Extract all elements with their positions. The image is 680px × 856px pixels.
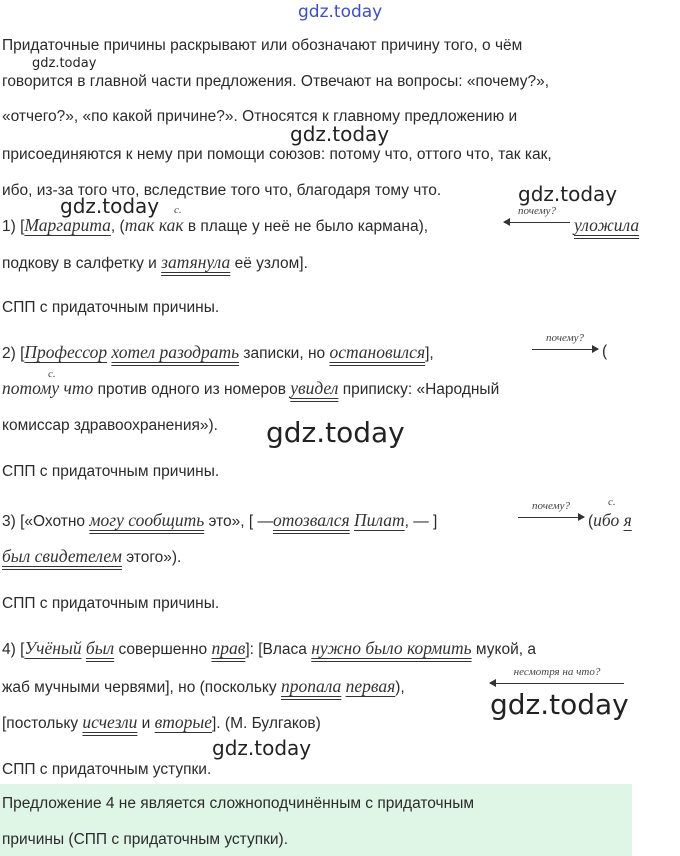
text: , — ] bbox=[404, 513, 438, 530]
subject: я bbox=[623, 510, 632, 530]
sentence-number: 2) [ bbox=[2, 345, 25, 362]
text: совершенно bbox=[114, 641, 212, 658]
predicate: могу сообщить bbox=[89, 510, 205, 530]
text: подкову в салфетку и bbox=[2, 255, 162, 272]
intro-line: присоединяются к нему при помощи союзов: потому что, оттого что, так как, bbox=[2, 146, 552, 163]
predicate: увидел bbox=[290, 378, 339, 398]
sentence-3-line-2 bbox=[2, 546, 181, 568]
question-arrow-right bbox=[532, 332, 598, 356]
conjunction: так как bbox=[124, 215, 184, 235]
watermark: gdz.today bbox=[490, 688, 629, 721]
conjunction: потому что bbox=[2, 378, 94, 398]
watermark: gdz.today bbox=[32, 56, 97, 71]
question-label: почему? bbox=[518, 205, 556, 217]
watermark: gdz.today bbox=[290, 122, 390, 146]
subject: вторые bbox=[154, 712, 212, 732]
text: 3) [«Охотно bbox=[2, 513, 90, 530]
intro-line: «отчего?», «по какой причине?». Относятся к главному предложению и bbox=[2, 108, 518, 125]
text: [постольку bbox=[2, 715, 83, 732]
watermark: gdz.today bbox=[60, 194, 160, 218]
sentence-4-result: СПП с придаточным уступки. bbox=[2, 761, 212, 778]
text: ( bbox=[588, 513, 594, 530]
sentence-4-line-2 bbox=[2, 676, 405, 698]
text: жаб мучными червями], но (поскольку bbox=[2, 679, 281, 696]
text: и bbox=[137, 715, 155, 732]
conjunction-mark: с. bbox=[48, 368, 56, 380]
predicate: нужно было кормить bbox=[311, 638, 472, 658]
text: ), bbox=[395, 679, 405, 696]
sentence-2-line-2 bbox=[2, 378, 499, 400]
subject: Профессор bbox=[24, 342, 108, 362]
text: в плаще у неё не было кармана), bbox=[183, 218, 429, 235]
question-label: почему? bbox=[532, 500, 570, 512]
predicate: исчезли bbox=[82, 712, 138, 732]
sentence-3-line-1 bbox=[2, 510, 437, 532]
text: против одного из номеров bbox=[93, 381, 291, 398]
question-label: несмотря на что? bbox=[513, 666, 601, 678]
sentence-number: 4) [ bbox=[2, 641, 25, 658]
intro-line: говорится в главной части предложения. Отвечают на вопросы: «почему?», bbox=[2, 73, 550, 90]
subject: Учёный bbox=[24, 638, 82, 658]
subject: Маргарита bbox=[24, 215, 111, 235]
text: записки, но bbox=[239, 345, 330, 362]
paren-open: ( bbox=[602, 343, 608, 360]
watermark: gdz.today bbox=[298, 2, 383, 22]
text: , ( bbox=[110, 218, 125, 235]
conjunction-mark: с. bbox=[174, 204, 182, 216]
predicate: хотел разодрать bbox=[111, 342, 240, 362]
sentence-4-line-3 bbox=[2, 712, 321, 734]
conjunction: ибо bbox=[593, 510, 620, 530]
note-box bbox=[0, 784, 632, 856]
sentence-4-line-1 bbox=[2, 638, 536, 660]
question-arrow-left bbox=[504, 205, 570, 229]
sentence-number: 1) [ bbox=[2, 218, 25, 235]
text: ]. (М. Булгаков) bbox=[212, 715, 321, 732]
clause-start bbox=[588, 510, 632, 532]
subject: Пилат bbox=[354, 510, 405, 530]
question-arrow-right bbox=[518, 500, 584, 524]
sentence-1-line-2 bbox=[2, 252, 308, 274]
sentence-2-result: СПП с придаточным причины. bbox=[2, 463, 220, 480]
question-arrow-left bbox=[490, 666, 624, 690]
predicate: пропала bbox=[280, 676, 342, 696]
conjunction-mark: с. bbox=[608, 496, 616, 508]
text: этого»). bbox=[121, 549, 182, 566]
subject: первая bbox=[345, 676, 396, 696]
predicate: уложила bbox=[574, 215, 640, 235]
sentence-1-result: СПП с придаточным причины. bbox=[2, 299, 220, 316]
text: её узлом]. bbox=[230, 255, 308, 272]
predicate-wrap bbox=[574, 215, 639, 237]
sentence-2-line-3: комиссар здравоохранения»). bbox=[2, 417, 218, 434]
predicate: затянула bbox=[161, 252, 231, 272]
sentence-3-result: СПП с придаточным причины. bbox=[2, 595, 220, 612]
sentence-2-line-1 bbox=[2, 342, 434, 364]
intro-line: Придаточные причины раскрывают или обозначают причину того, о чём bbox=[2, 37, 523, 54]
predicate: был свидетелем bbox=[2, 546, 122, 566]
intro-line: ибо, из-за того что, вследствие того что, благодаря тому что. bbox=[2, 182, 442, 199]
watermark: gdz.today bbox=[212, 736, 312, 760]
predicate: был bbox=[85, 638, 115, 658]
text: ], bbox=[425, 345, 434, 362]
note-line: Предложение 4 не является сложноподчинённым с придаточным bbox=[2, 795, 474, 812]
watermark: gdz.today bbox=[266, 416, 405, 449]
sentence-1-line-1 bbox=[2, 215, 428, 237]
text: ]: [Власа bbox=[245, 641, 312, 658]
note-line: причины (СПП с придаточным уступки). bbox=[2, 831, 289, 848]
text: приписку: «Народный bbox=[338, 381, 500, 398]
predicate: остановился bbox=[329, 342, 426, 362]
question-label: почему? bbox=[546, 332, 584, 344]
predicate: прав bbox=[211, 638, 246, 658]
predicate: отозвался bbox=[272, 510, 350, 530]
watermark: gdz.today bbox=[518, 182, 618, 206]
text: мукой, а bbox=[471, 641, 536, 658]
text: это», [ — bbox=[204, 513, 273, 530]
